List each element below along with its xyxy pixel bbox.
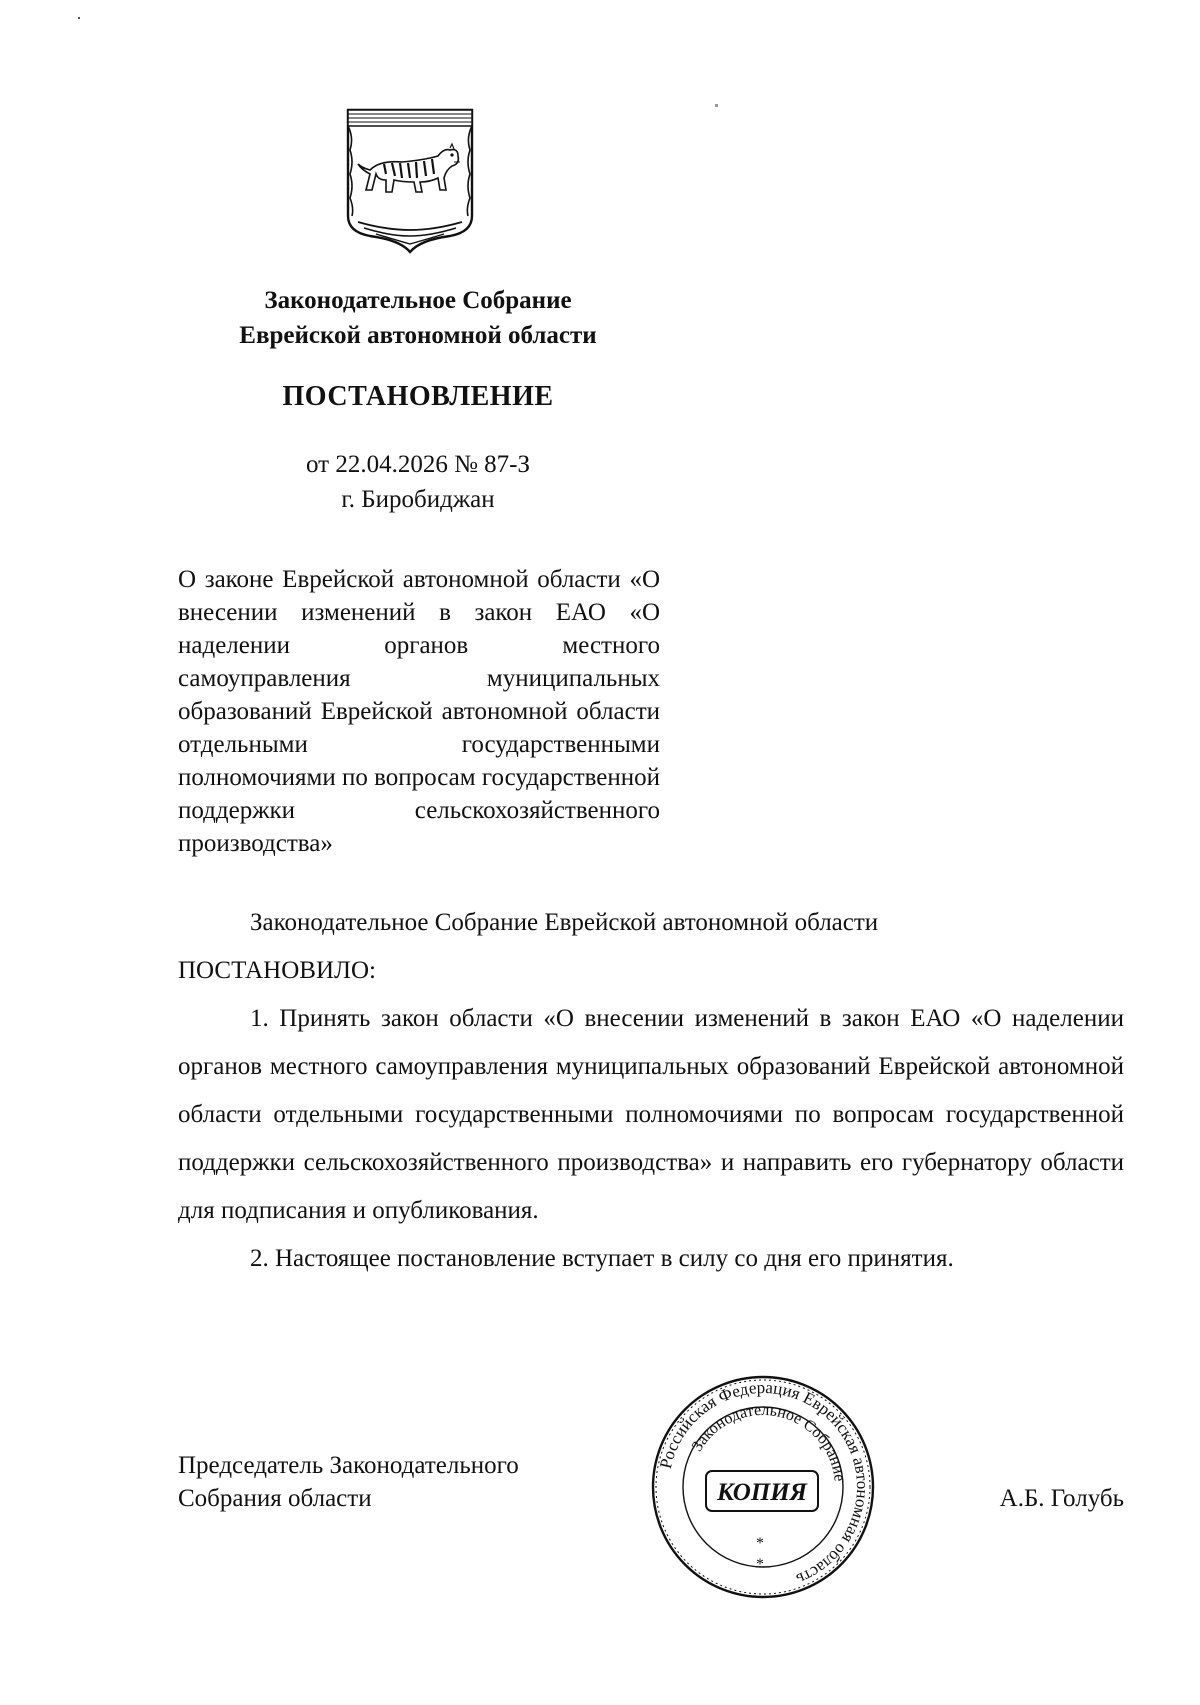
document-meta — [178, 447, 658, 517]
body-item-1: 1. Принять закон области «О внесении изменений в закон ЕАО «О наделении органов местного самоуправления муниципальных образований Еврейской автономной области отдельными государственными полномочиями по вопросам государственной поддержки сельскохозяйственного производства» и направить его губернатору области для подписания и опубликования. — [178, 1005, 1124, 1224]
seal-center-text: КОПИЯ — [717, 1479, 807, 1506]
document-date-number: от 22.04.2026 № 87-З — [305, 451, 531, 478]
document-city: г. Биробиджан — [341, 486, 495, 513]
scan-speck — [78, 17, 80, 19]
signer-position-line1: Председатель Законодательного — [178, 1452, 519, 1479]
document-type-heading: ПОСТАНОВЛЕНИЕ — [282, 381, 554, 412]
seal-outer-text: Российская Федерация Еврейская автономная область — [655, 1377, 873, 1590]
scan-speck — [715, 104, 718, 107]
signer-position — [178, 1449, 598, 1515]
organization-title-line2: Еврейской автономной области — [239, 322, 597, 349]
seal-inner-text: Законодательное Собрание — [688, 1401, 848, 1483]
document-body — [178, 899, 1124, 1283]
body-intro: Законодательное Собрание Еврейской автономной области — [250, 909, 879, 936]
document-subject: О законе Еврейской автономной области «О внесении изменений в закон ЕАО «О наделении органов местного самоуправления муниципальных образований Еврейской автономной области отдельными государственными полномочиями по вопросам государственной поддержки сельскохозяйственного производства» — [178, 566, 661, 857]
signer-position-line2: Собрания области — [178, 1485, 372, 1512]
tiger-coat-of-arms-icon — [346, 108, 474, 254]
official-seal-stamp — [649, 1374, 877, 1600]
seal-star-lower: * — [756, 1556, 764, 1573]
body-item-2: 2. Настоящее постановление вступает в силу со дня его принятия. — [250, 1245, 954, 1272]
organization-title-line1: Законодательное Собрание — [264, 287, 572, 314]
organization-title — [178, 283, 658, 353]
body-decree-word: ПОСТАНОВИЛО: — [178, 957, 376, 984]
seal-star-upper: * — [756, 1535, 764, 1552]
signer-name: А.Б. Голубь — [999, 1485, 1124, 1512]
